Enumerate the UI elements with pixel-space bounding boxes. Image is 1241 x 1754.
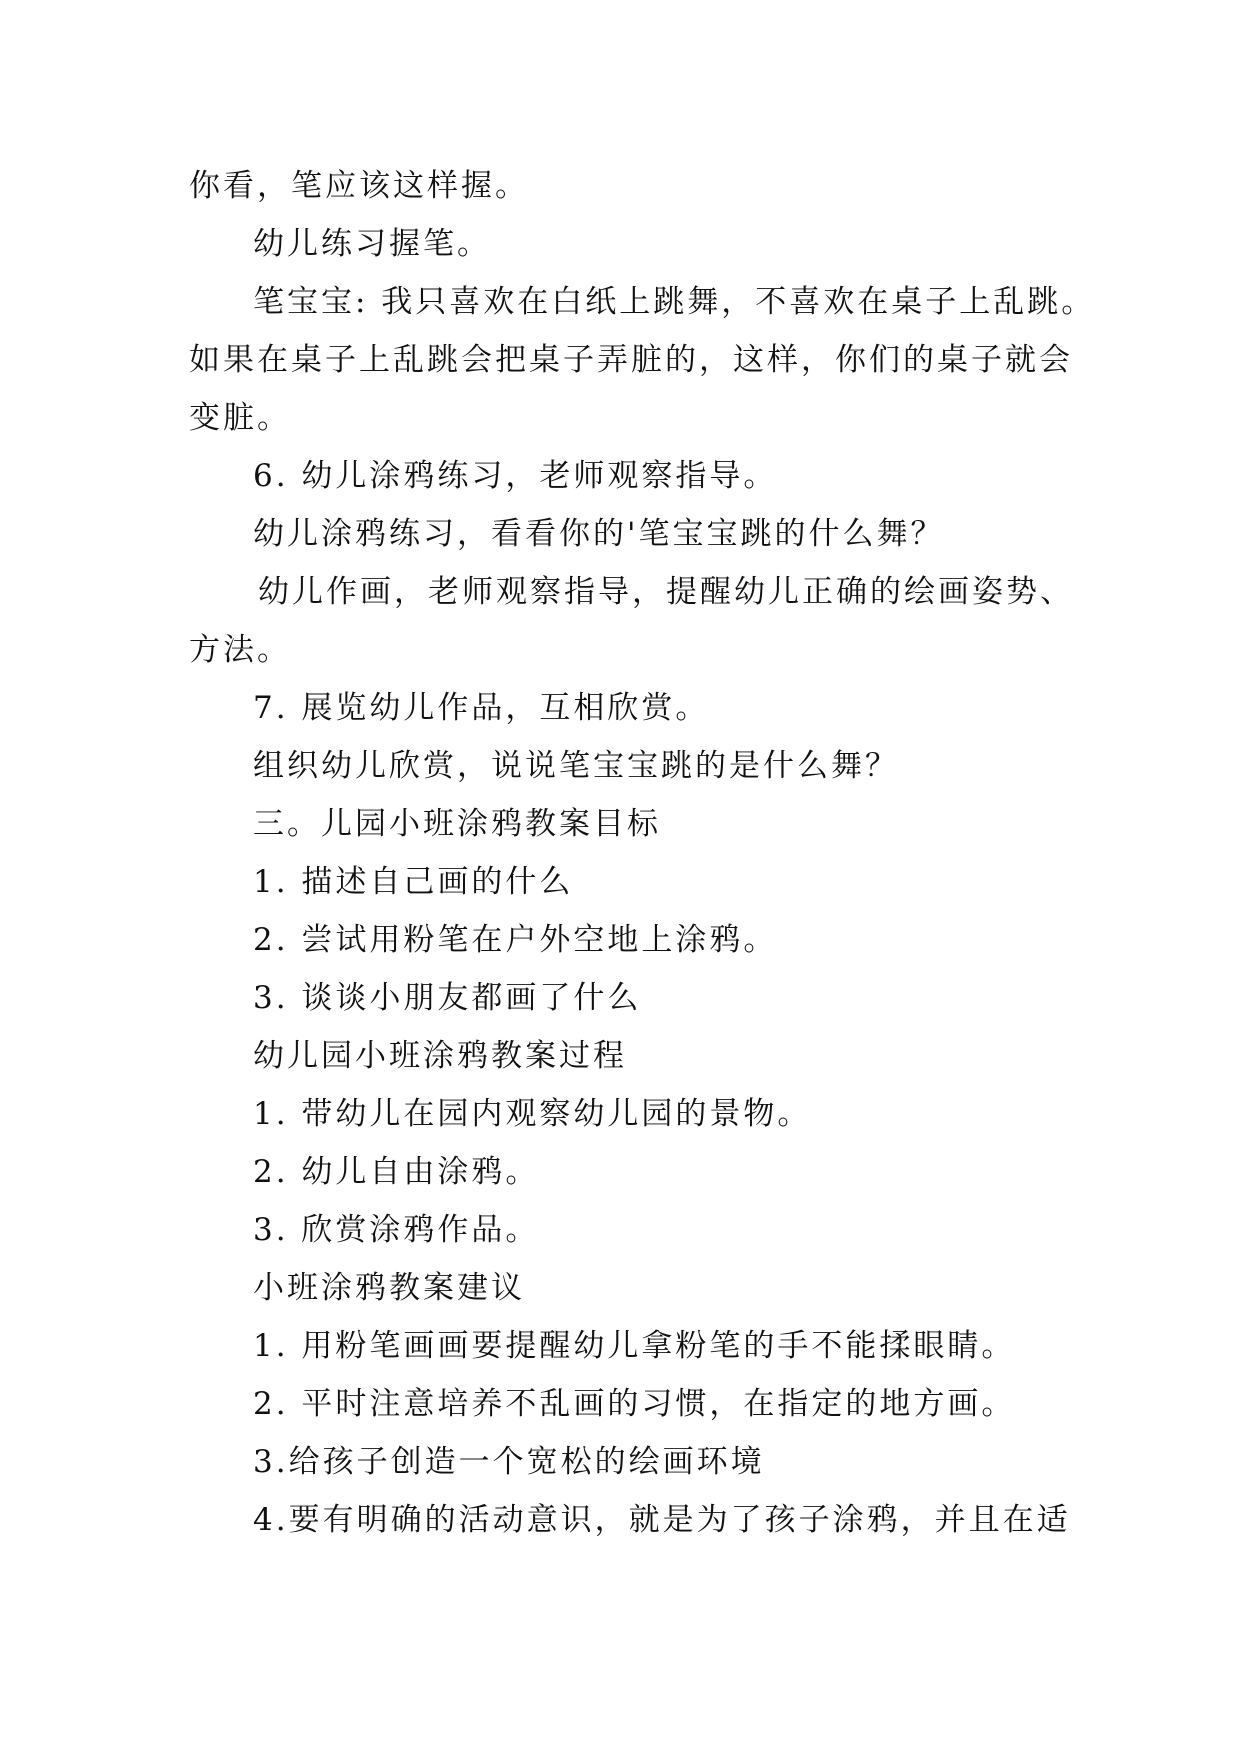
list-item: 1. 描述自己画的什么 — [253, 864, 574, 900]
list-item: 1. 用粉笔画画要提醒幼儿拿粉笔的手不能揉眼睛。 — [253, 1328, 1016, 1364]
text-line: 幼儿作画，老师观察指导，提醒幼儿正确的绘画姿势、 — [258, 574, 1074, 610]
text-line: 变脏。 — [189, 400, 291, 436]
text-line: 笔宝宝: 我只喜欢在白纸上跳舞，不喜欢在桌子上乱跳。 — [253, 284, 1096, 320]
section-heading: 幼儿园小班涂鸦教案过程 — [253, 1038, 627, 1074]
list-item: 3. 谈谈小朋友都画了什么 — [253, 980, 642, 1016]
list-item: 2. 幼儿自由涂鸦。 — [253, 1154, 540, 1190]
text-line: 幼儿练习握笔。 — [253, 226, 491, 262]
list-item: 3. 欣赏涂鸦作品。 — [253, 1212, 540, 1248]
text-line: 你看，笔应该这样握。 — [189, 168, 529, 204]
list-item: 4.要有明确的活动意识，就是为了孩子涂鸦，并且在适 — [253, 1502, 1071, 1538]
text-line: 7. 展览幼儿作品，互相欣赏。 — [253, 690, 710, 726]
text-line: 组织幼儿欣赏，说说笔宝宝跳的是什么舞？ — [253, 748, 899, 784]
text-line: 如果在桌子上乱跳会把桌子弄脏的，这样，你们的桌子就会 — [189, 342, 1073, 378]
list-item: 3.给孩子创造一个宽松的绘画环境 — [253, 1444, 765, 1480]
text-line: 方法。 — [189, 632, 291, 668]
list-item: 1. 带幼儿在园内观察幼儿园的景物。 — [253, 1096, 812, 1132]
list-item: 2. 尝试用粉笔在户外空地上涂鸦。 — [253, 922, 778, 958]
text-line: 6. 幼儿涂鸦练习，老师观察指导。 — [253, 458, 778, 494]
section-heading: 三。儿园小班涂鸦教案目标 — [253, 806, 661, 842]
text-line: 幼儿涂鸦练习，看看你的'笔宝宝跳的什么舞？ — [253, 516, 945, 552]
section-heading: 小班涂鸦教案建议 — [253, 1270, 525, 1306]
list-item: 2. 平时注意培养不乱画的习惯，在指定的地方画。 — [253, 1386, 1016, 1422]
